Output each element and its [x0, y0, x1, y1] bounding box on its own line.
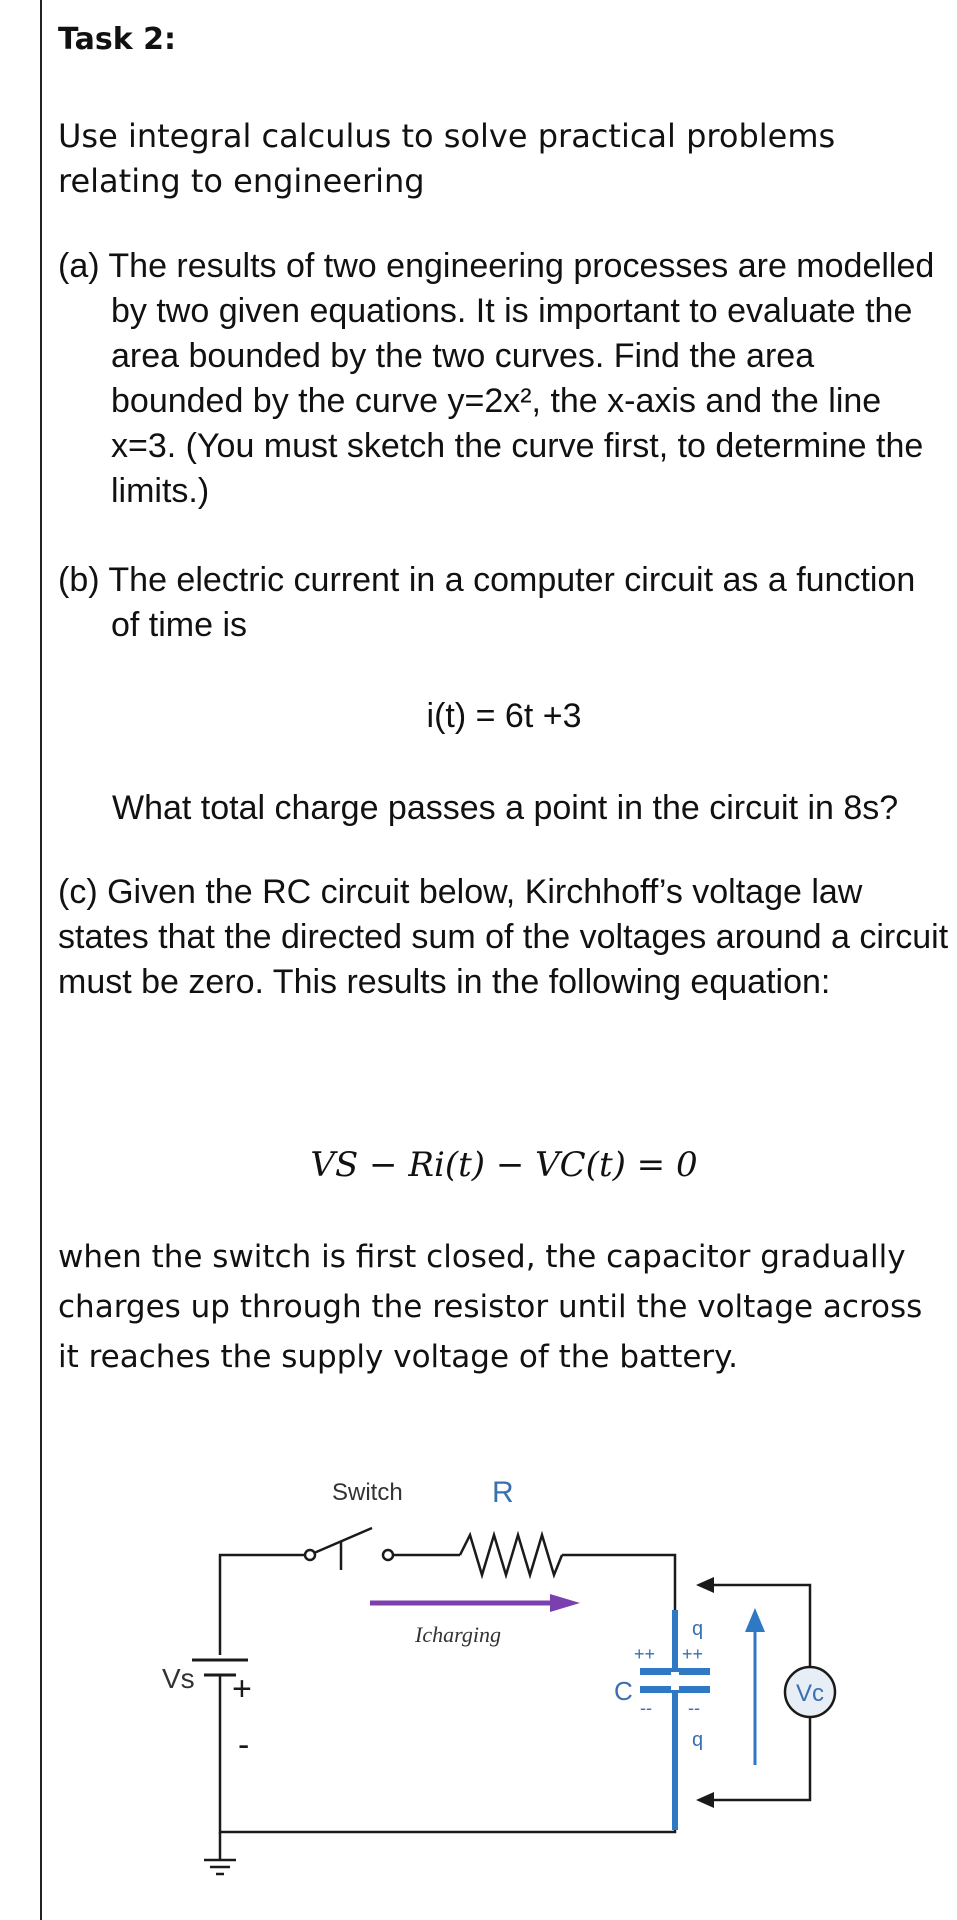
switch-label: Switch: [332, 1479, 403, 1506]
charging-current-label: Icharging: [415, 1622, 501, 1647]
capacitor-symbol: [640, 1610, 710, 1830]
question-b-text: (b) The electric current in a computer circuit as a function of time is: [58, 561, 916, 644]
battery-plus-sign: +: [232, 1670, 252, 1708]
wire-resistor-cap: [562, 1555, 675, 1640]
switch-contact-left: [305, 1550, 315, 1560]
battery-minus-sign: -: [238, 1726, 250, 1764]
voltmeter-probe-top: [696, 1577, 714, 1593]
capacitor-explanation: when the switch is first closed, the capacitor gradually charges up through the resistor until the voltage across it reaches the supply voltage of the battery.: [58, 1239, 923, 1375]
kirchhoff-equation: VS − Ri(t) − VC(t) = 0: [310, 1145, 698, 1185]
voltmeter-lead-bottom: [710, 1716, 810, 1800]
source-voltage-label: Vs: [162, 1663, 195, 1694]
task-title: Task 2:: [58, 22, 176, 57]
rc-circuit-diagram: [130, 1460, 850, 1880]
left-margin-rule: [40, 0, 42, 1920]
switch-contact-right: [383, 1550, 393, 1560]
capacitor-label: C: [614, 1676, 633, 1706]
voltmeter-probe-bottom: [696, 1792, 714, 1808]
capacitor-minus-left: --: [640, 1698, 652, 1718]
capacitor-plus-left: ++: [634, 1644, 656, 1664]
charge-label-bottom: q: [692, 1729, 704, 1751]
charge-label-top: q: [692, 1618, 704, 1640]
voltage-arrow-head: [745, 1608, 765, 1632]
capacitor-gap: [671, 1672, 679, 1690]
voltmeter-label: Vc: [795, 1680, 825, 1707]
capacitor-minus-right: --: [688, 1698, 700, 1718]
task-intro: Use integral calculus to solve practical problems relating to engineering: [58, 117, 836, 200]
charging-current-arrow-head: [550, 1594, 580, 1612]
current-equation: i(t) = 6t +3: [426, 697, 582, 735]
wire-bottom: [220, 1715, 675, 1832]
capacitor-plus-right: ++: [682, 1644, 704, 1664]
ground-symbol: [204, 1860, 236, 1874]
switch-blade: [314, 1528, 372, 1553]
switch-symbol: [305, 1528, 393, 1570]
question-a-text: (a) The results of two engineering processes are modelled by two given equations. It is important to evaluate the area bounded by the two curves. Find the area bounded by the curve y=2x², the x-axis and the line x=3. (You must sketch the curve first, to determine the limits.): [58, 247, 935, 510]
resistor-label: R: [492, 1476, 514, 1509]
question-c-text: (c) Given the RC circuit below, Kirchhoff’s voltage law states that the directed sum of the voltages around a circuit must be zero. This results in the following equation:: [58, 873, 949, 1001]
resistor-symbol: [460, 1535, 562, 1575]
question-b-prompt: What total charge passes a point in the circuit in 8s?: [112, 789, 899, 827]
wire-left-top: [220, 1555, 305, 1655]
